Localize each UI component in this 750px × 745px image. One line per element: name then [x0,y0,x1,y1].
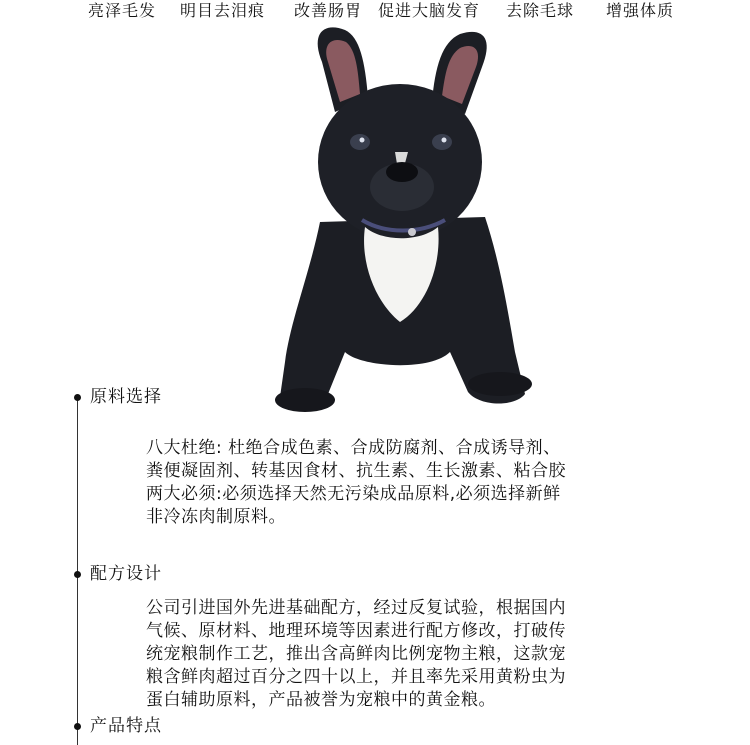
section-body-ingredients [146,437,666,529]
nose [386,162,418,182]
timeline-dot [74,723,81,730]
left-eye-glint [360,138,365,143]
benefit-tear-stain: 明目去泪痕 [180,1,266,20]
text-line: 气候、原材料、地理环境等因素进行配方修改，打破传 [146,621,566,641]
timeline-dot [74,394,81,401]
text-line: 蛋白辅助原料，产品被誉为宠粮中的黄金粮。 [146,690,496,710]
benefit-digestion: 改善肠胃 [294,1,363,20]
section-title-features: 产品特点 [90,716,162,736]
benefit-constitution: 增强体质 [606,1,675,20]
benefit-shiny-coat: 亮泽毛发 [88,1,157,20]
text-line: 公司引进国外先进基础配方，经过反复试验，根据国内 [146,598,566,618]
section-title-formula: 配方设计 [90,564,162,584]
benefit-brain: 促进大脑发育 [378,1,481,20]
text-line: 统宠粮制作工艺，推出含高鲜肉比例宠物主粮，这款宠 [146,644,566,664]
front-right-paw [468,372,532,396]
left-eye [350,134,370,150]
right-eye-glint [442,138,447,143]
text-line: 八大杜绝: 杜绝合成色素、合成防腐剂、合成诱导剂、 [146,438,561,458]
benefit-hairball: 去除毛球 [506,1,575,20]
timeline-dot [74,571,81,578]
french-bulldog-image [250,22,550,417]
section-title-ingredients: 原料选择 [90,387,162,407]
text-line: 粪便凝固剂、转基因食材、抗生素、生长激素、粘合胶 [146,461,566,481]
collar-tag [408,228,416,236]
right-eye [432,134,452,150]
text-line: 粮含鲜肉超过百分之四十以上，并且率先采用黄粉虫为 [146,667,566,687]
benefit-tagline-bar [88,0,688,24]
section-body-formula [146,597,666,712]
front-left-paw [275,388,335,412]
text-line: 非冷冻肉制原料。 [146,507,286,527]
text-line: 两大必须:必须选择天然无污染成品原料,必须选择新鲜 [146,484,561,504]
